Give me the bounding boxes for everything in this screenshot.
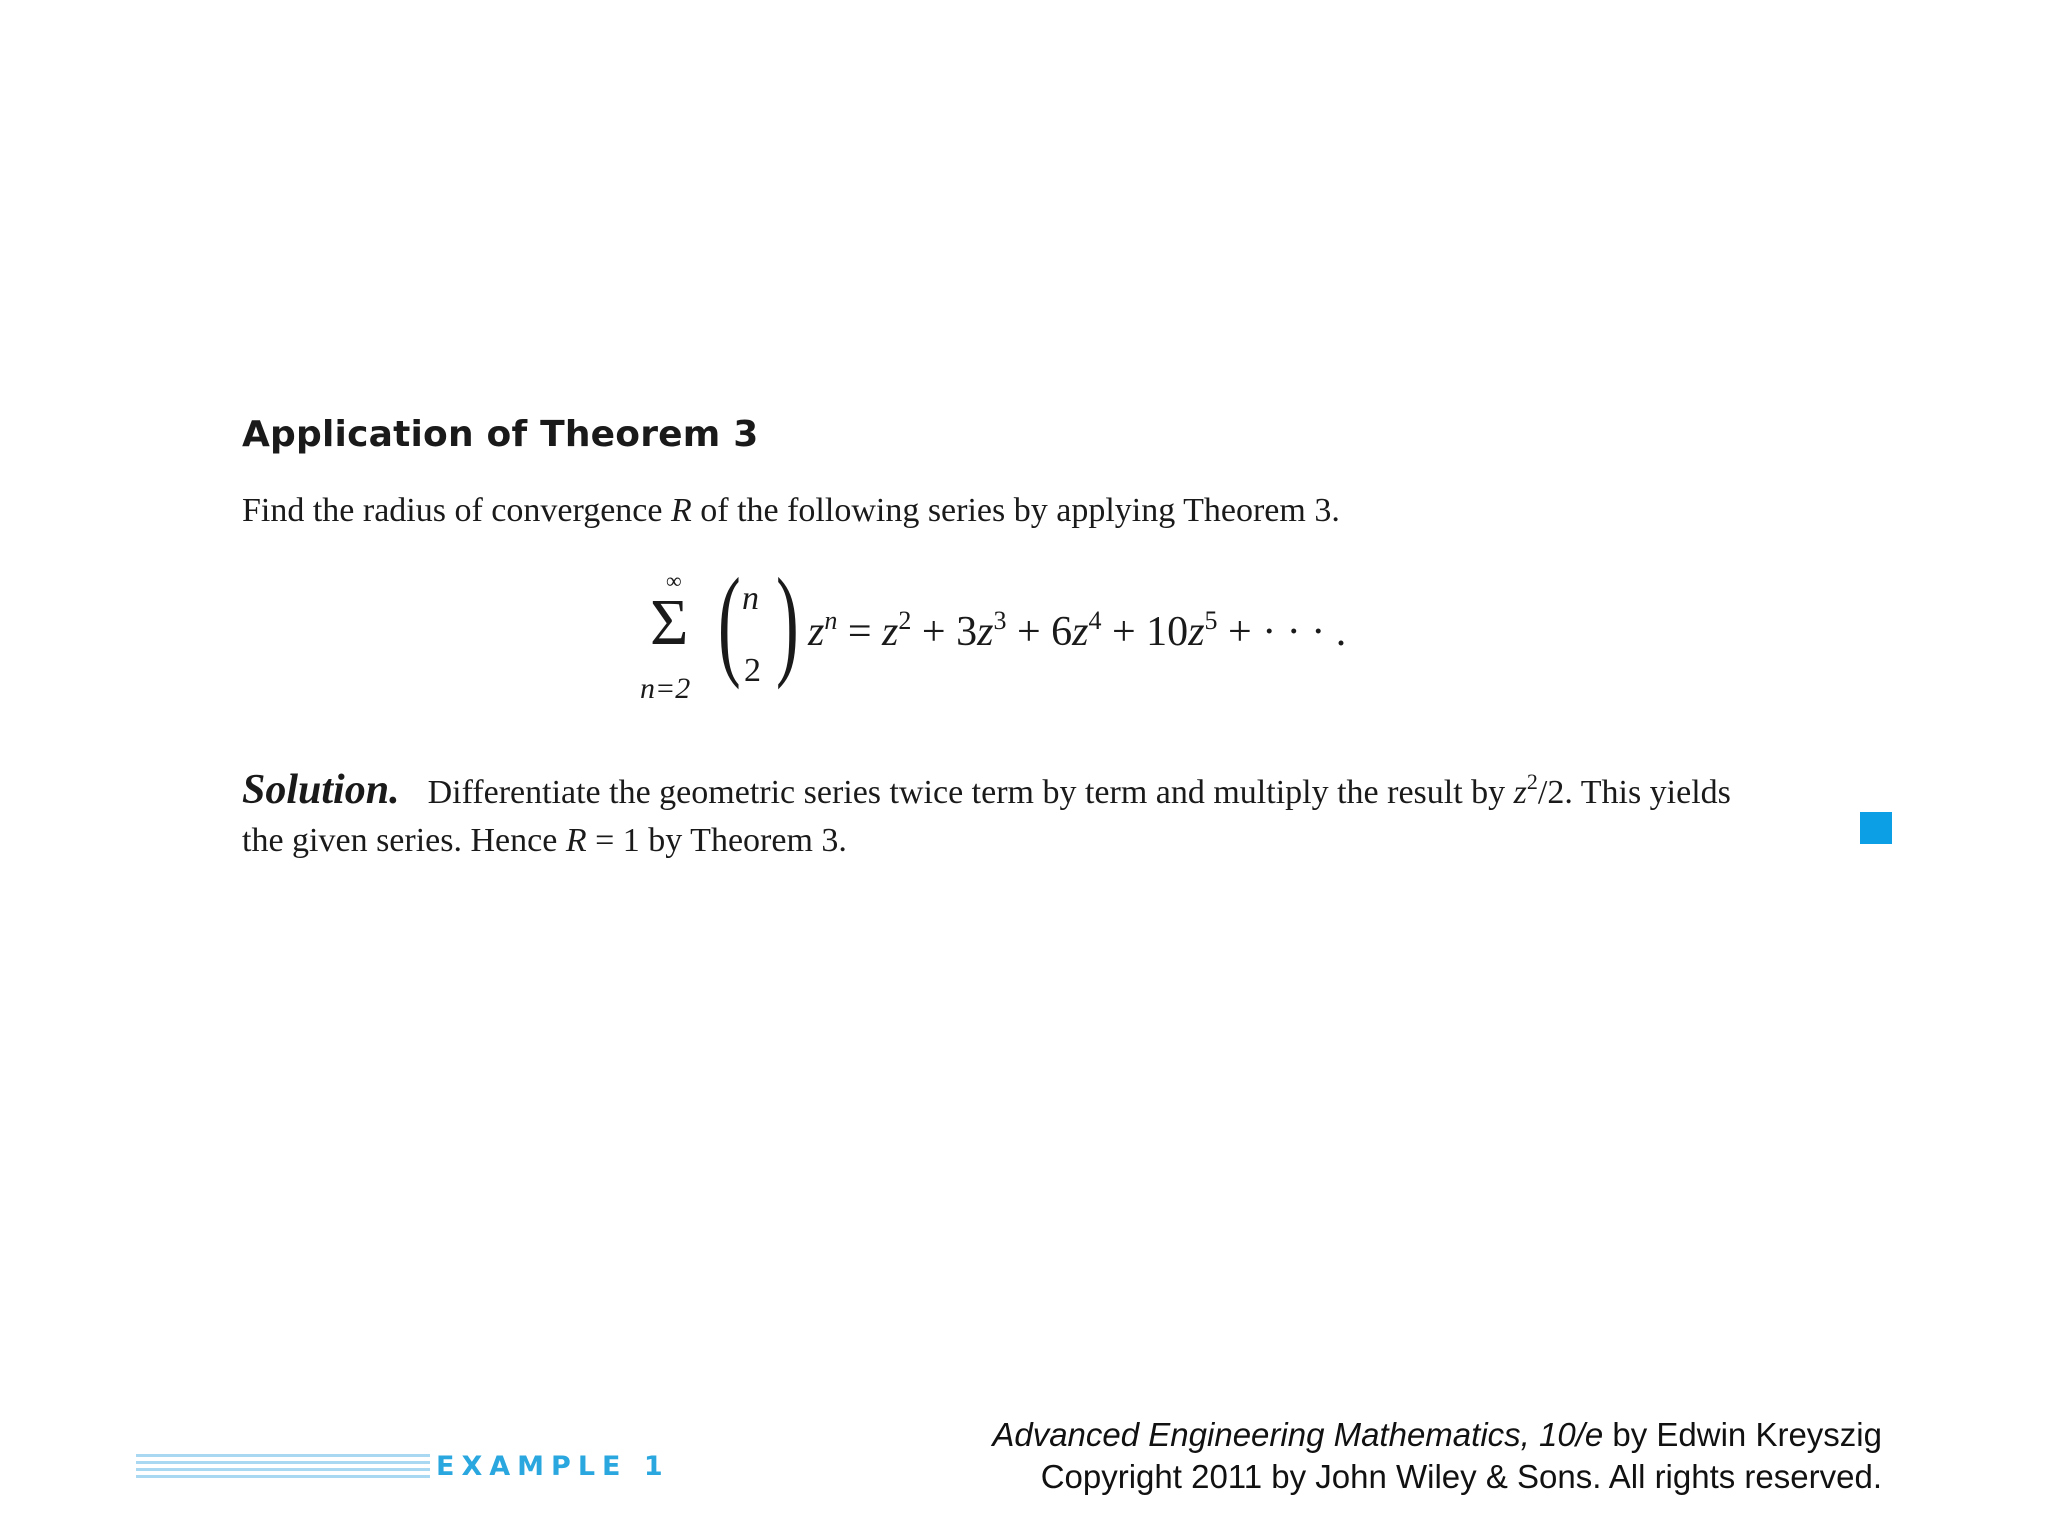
footer-credit — [992, 1414, 1882, 1498]
term1-exp: 2 — [898, 606, 912, 635]
equation-rhs — [808, 606, 1346, 656]
binom-bottom: 2 — [744, 652, 761, 689]
end-of-proof-square — [1860, 812, 1892, 844]
sum-lower-limit: n=2 — [640, 672, 691, 705]
sum-upper-limit: ∞ — [666, 568, 682, 593]
problem-text-1: Find the radius of convergence — [242, 492, 671, 529]
solution-z-exp: 2 — [1526, 769, 1538, 794]
slide-heading: Application of Theorem 3 — [242, 414, 759, 455]
term3-op: + 6 — [1006, 609, 1073, 655]
binom-top: n — [742, 580, 759, 617]
solution-text-1a: Differentiate the geometric series twice term by term and multiply the result by — [427, 774, 1514, 811]
solution-text-1b: /2. This yields — [1537, 774, 1731, 811]
book-title: Advanced Engineering Mathematics, 10/e — [992, 1416, 1604, 1453]
term2-base: z — [977, 609, 994, 655]
solution-line-2 — [242, 817, 1902, 865]
sum-symbol: Σ — [650, 586, 689, 659]
term3-base: z — [1072, 609, 1089, 655]
solution-z: z — [1513, 774, 1527, 811]
binom-right-paren: ) — [776, 553, 799, 690]
term4-op: + 10 — [1101, 609, 1189, 655]
solution-block — [242, 758, 1902, 865]
problem-var-r: R — [670, 492, 692, 529]
problem-text-2: of the following series by applying Theorem 3. — [691, 492, 1340, 529]
book-author: by Edwin Kreyszig — [1603, 1416, 1882, 1453]
eq-n-exponent: n — [824, 606, 838, 635]
term2-op: + 3 — [911, 609, 978, 655]
example-label: EXAMPLE 1 — [430, 1450, 676, 1484]
solution-text-2a: the given series. Hence — [242, 822, 566, 859]
term2-exp: 3 — [993, 606, 1007, 635]
binom-left-paren: ( — [718, 553, 741, 690]
solution-text-2b: = 1 by Theorem 3. — [586, 822, 847, 859]
footer-line-1 — [992, 1414, 1882, 1456]
series-equation — [640, 553, 1540, 720]
term3-exp: 4 — [1088, 606, 1102, 635]
solution-var-r: R — [565, 822, 587, 859]
eq-equals: = — [837, 609, 883, 655]
solution-line-1 — [242, 758, 1902, 817]
term4-exp: 5 — [1204, 606, 1218, 635]
series-tail: + · · · . — [1217, 609, 1347, 655]
problem-statement — [242, 492, 1340, 530]
term4-base: z — [1188, 609, 1205, 655]
footer-copyright: Copyright 2011 by John Wiley & Sons. All rights reserved. — [1040, 1458, 1882, 1495]
solution-label: Solution. — [242, 767, 400, 813]
term1-base: z — [882, 609, 899, 655]
eq-z: z — [808, 609, 825, 655]
